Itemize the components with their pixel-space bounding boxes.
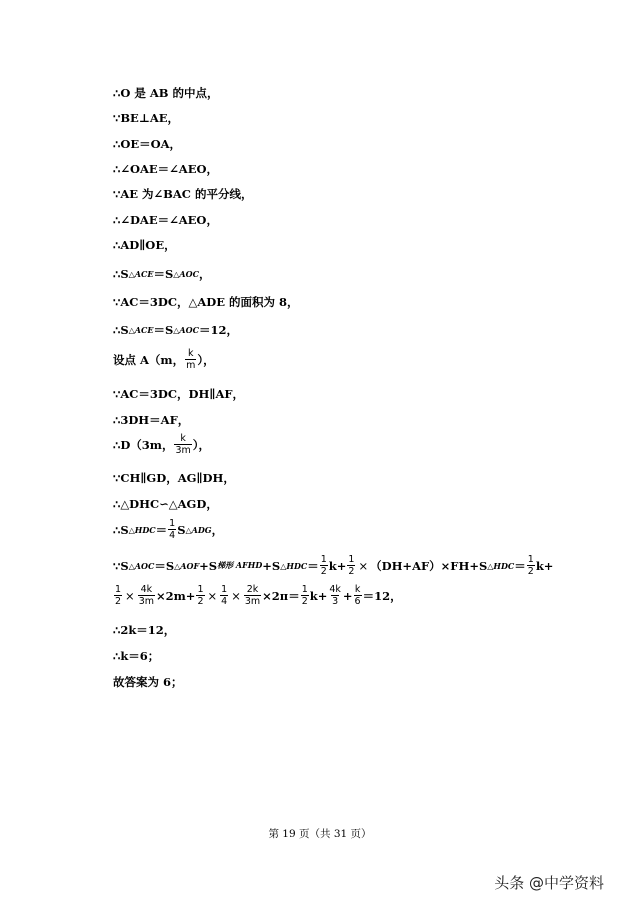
fraction-2k-over-3m: $\frac{2k}{3m}$ bbox=[244, 584, 261, 607]
fraction-one-quarter: $\frac{1}{4}$ bbox=[169, 518, 176, 541]
line-15: ∵CH∥GD，AG∥DH， bbox=[113, 471, 235, 485]
line-20: ∴2k＝12， bbox=[113, 623, 176, 637]
line-12: ∵AC＝3DC，DH∥AF， bbox=[113, 387, 245, 401]
fraction-one-half: $\frac{1}{2}$ bbox=[301, 584, 308, 607]
line-4: ∴∠OAE＝∠AEO， bbox=[113, 162, 218, 176]
line-5: ∵AE 为∠BAC 的平分线， bbox=[113, 187, 253, 201]
line-9: ∵AC＝3DC，△ADE 的面积为 8， bbox=[113, 295, 299, 309]
fraction-4k-over-3m: $\frac{4k}{3m}$ bbox=[138, 584, 154, 607]
line-1: ∴O 是 AB 的中点， bbox=[113, 86, 219, 100]
line-2: ∵BE⊥AE， bbox=[113, 111, 180, 125]
line-13: ∴3DH＝AF， bbox=[113, 413, 190, 427]
line-18: ∵S △AOC ＝S △AOF +S 梯形 AFHD +S △HDC ＝ $\frac{1}{2}$ k+ $\frac{1}{2}$ × （DH+AF） ×FH+S △HDC ＝ $\frac{1}{2}$ k+ bbox=[113, 554, 554, 577]
line-19: $\frac{1}{2}$ × $\frac{4k}{3m}$ ×2m+ $\frac{1}{2}$ × $\frac{1}{4}$ × $\frac{2k}{3m}$ ×2π＝ $\frac{1}{2}$ k+ $\frac{4k}{3}$ + $\frac{k}{6}$ ＝12， bbox=[115, 584, 402, 607]
line-3: ∴OE＝OA， bbox=[113, 137, 182, 151]
fraction-one-half: $\frac{1}{2}$ bbox=[197, 584, 204, 607]
fraction-one-half: $\frac{1}{2}$ bbox=[115, 584, 122, 607]
line-7: ∴AD∥OE， bbox=[113, 238, 176, 252]
page-footer: 第 19 页（共 31 页） bbox=[268, 828, 372, 840]
line-8: ∴S △ACE ＝S △AOC ， bbox=[113, 267, 211, 281]
fraction-one-half: $\frac{1}{2}$ bbox=[320, 554, 327, 577]
line-16: ∴△DHC∽△AGD， bbox=[113, 497, 218, 511]
line-14: ∴D（3m， $\frac{k}{3m}$ ）， bbox=[113, 433, 211, 456]
line-11: 设点 A（m， $\frac{k}{m}$ ）， bbox=[113, 348, 215, 371]
line-10: ∴S △ACE ＝S △AOC ＝12， bbox=[113, 323, 238, 337]
line-17: ∴S △HDC ＝ $\frac{1}{4}$ S △ADG ， bbox=[113, 518, 224, 541]
fraction-k-over-m: $\frac{k}{m}$ bbox=[186, 348, 196, 371]
fraction-k-over-3m: $\frac{k}{3m}$ bbox=[175, 433, 191, 456]
fraction-one-quarter: $\frac{1}{4}$ bbox=[221, 584, 228, 607]
fraction-one-half: $\frac{1}{2}$ bbox=[527, 554, 534, 577]
fraction-one-half: $\frac{1}{2}$ bbox=[348, 554, 355, 577]
line-21: ∴k＝6； bbox=[113, 649, 160, 663]
watermark: 头条 @中学资料 bbox=[494, 874, 604, 892]
fraction-4k-over-3: $\frac{4k}{3}$ bbox=[329, 584, 341, 607]
line-22: 故答案为 6； bbox=[113, 675, 183, 689]
fraction-k-over-6: $\frac{k}{6}$ bbox=[354, 584, 361, 607]
line-6: ∴∠DAE＝∠AEO， bbox=[113, 213, 218, 227]
